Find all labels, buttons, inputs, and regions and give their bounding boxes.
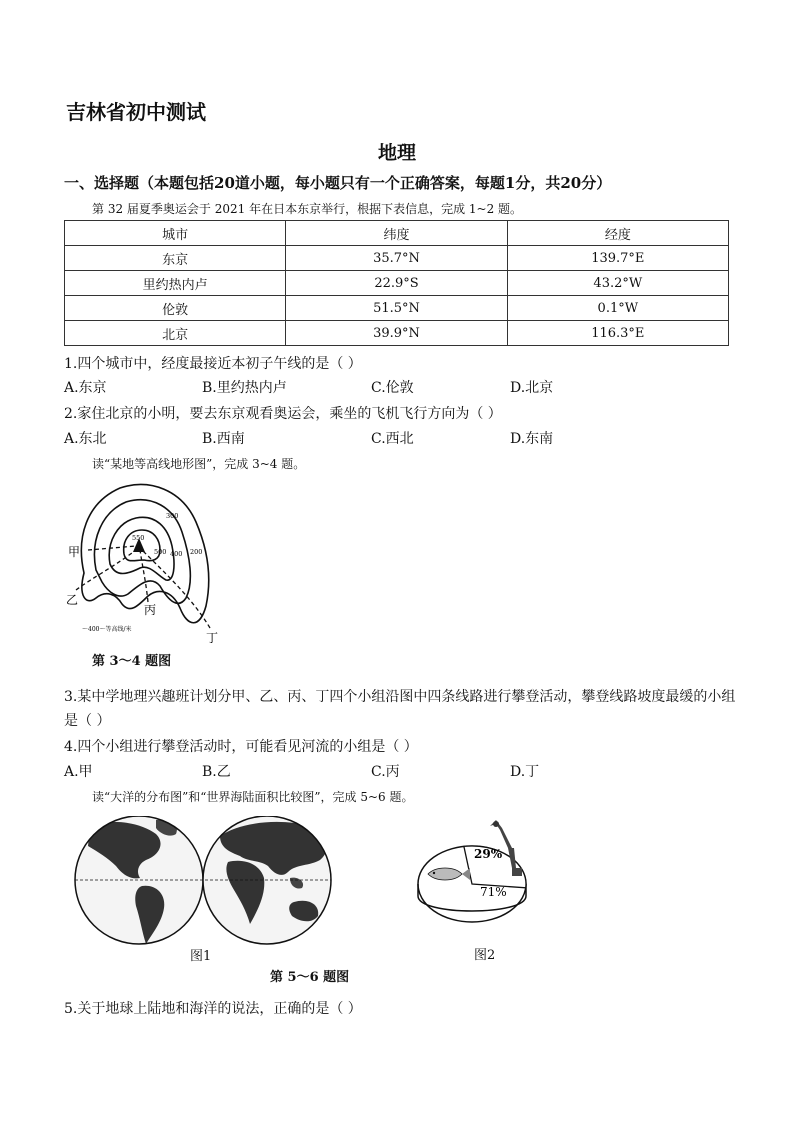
q2-option-a[interactable]: A.东北	[64, 431, 107, 447]
q4-option-c[interactable]: C.丙	[371, 764, 400, 780]
question-4: 4.四个小组进行攀登活动时，可能看见河流的小组是（ ）	[64, 739, 418, 755]
route-label-yi: 乙	[66, 593, 79, 607]
intro-q3-4: 读“某地等高线地形图”，完成 3~4 题。	[92, 457, 306, 471]
table-cell: 35.7°N	[286, 246, 507, 271]
contour-legend: ～400～等高线/米	[82, 626, 132, 633]
table-header: 纬度	[286, 221, 507, 246]
land-sea-pie-chart	[416, 818, 536, 938]
q4-option-d[interactable]: D.丁	[510, 764, 540, 780]
table-cell: 39.9°N	[286, 321, 507, 346]
table-cell: 43.2°W	[507, 271, 728, 296]
table-row	[65, 246, 729, 271]
q4-option-a[interactable]: A.甲	[64, 764, 93, 780]
table-cell: 北京	[65, 321, 286, 346]
table-row	[65, 321, 729, 346]
subject-title: 地理	[377, 142, 416, 164]
q4-option-b[interactable]: B.乙	[202, 764, 231, 780]
q2-option-b[interactable]: B.西南	[202, 431, 245, 447]
table-cell: 51.5°N	[286, 296, 507, 321]
route-yi	[76, 550, 136, 590]
route-label-ding: 丁	[206, 631, 219, 643]
document-title: 吉林省初中测试	[66, 100, 206, 124]
table-cell: 116.3°E	[507, 321, 728, 346]
q1-option-d[interactable]: D.北京	[510, 380, 554, 396]
contour-label-200: 200	[190, 548, 203, 556]
route-label-bing: 丙	[144, 603, 157, 617]
contour-label-300: 300	[166, 512, 179, 520]
table-header: 经度	[507, 221, 728, 246]
section-heading: 一、选择题（本题包括20道小题，每小题只有一个正确答案，每题1分，共20分）	[64, 174, 612, 192]
route-label-jia: 甲	[68, 545, 81, 559]
contour-label-400: 400	[170, 550, 183, 558]
table-cell: 伦敦	[65, 296, 286, 321]
question-3-line-1: 3.某中学地理兴趣班计划分甲、乙、丙、丁四个小组沿图中四条线路进行攀登活动，攀登线路坡度最缓的小组	[64, 689, 736, 705]
table-cell: 里约热内卢	[65, 271, 286, 296]
figure-caption-5-6: 第 5～6 题图	[270, 970, 350, 985]
q1-option-c[interactable]: C.伦敦	[371, 380, 414, 396]
q1-option-b[interactable]: B.里约热内卢	[202, 380, 287, 396]
figure-2-label: 图2	[474, 948, 496, 963]
contour-label-550: 550	[132, 534, 145, 542]
question-2: 2.家住北京的小明，要去东京观看奥运会，乘坐的飞机飞行方向为（ ）	[64, 406, 502, 422]
question-3-line-2: 是（ ）	[64, 713, 111, 729]
question-5: 5.关于地球上陆地和海洋的说法，正确的是（ ）	[64, 1001, 362, 1017]
figure-1-label: 图1	[190, 949, 212, 964]
table-header-row	[65, 221, 729, 246]
q1-option-a[interactable]: A.东京	[64, 380, 107, 396]
contour-map	[62, 478, 242, 643]
pie-label-land: 29%	[474, 847, 503, 861]
contour-label-500: 500	[154, 548, 167, 556]
city-table	[64, 220, 729, 346]
table-row	[65, 271, 729, 296]
route-bing	[140, 550, 148, 602]
table-cell: 东京	[65, 246, 286, 271]
table-cell: 0.1°W	[507, 296, 728, 321]
intro-q5-6: 读“大洋的分布图”和“世界海陆面积比较图”，完成 5~6 题。	[92, 790, 414, 804]
table-row	[65, 296, 729, 321]
pie-label-ocean: 71%	[480, 885, 507, 899]
intro-q1-2: 第 32 届夏季奥运会于 2021 年在日本东京举行，根据下表信息，完成 1~2 题。	[92, 202, 523, 216]
ocean-distribution-map	[70, 816, 338, 956]
table-cell: 22.9°S	[286, 271, 507, 296]
q2-option-d[interactable]: D.东南	[510, 431, 554, 447]
figure-caption-3-4: 第 3～4 题图	[92, 654, 172, 669]
q2-option-c[interactable]: C.西北	[371, 431, 414, 447]
table-cell: 139.7°E	[507, 246, 728, 271]
table-header: 城市	[65, 221, 286, 246]
question-1: 1.四个城市中，经度最接近本初子午线的是（ ）	[64, 356, 362, 372]
